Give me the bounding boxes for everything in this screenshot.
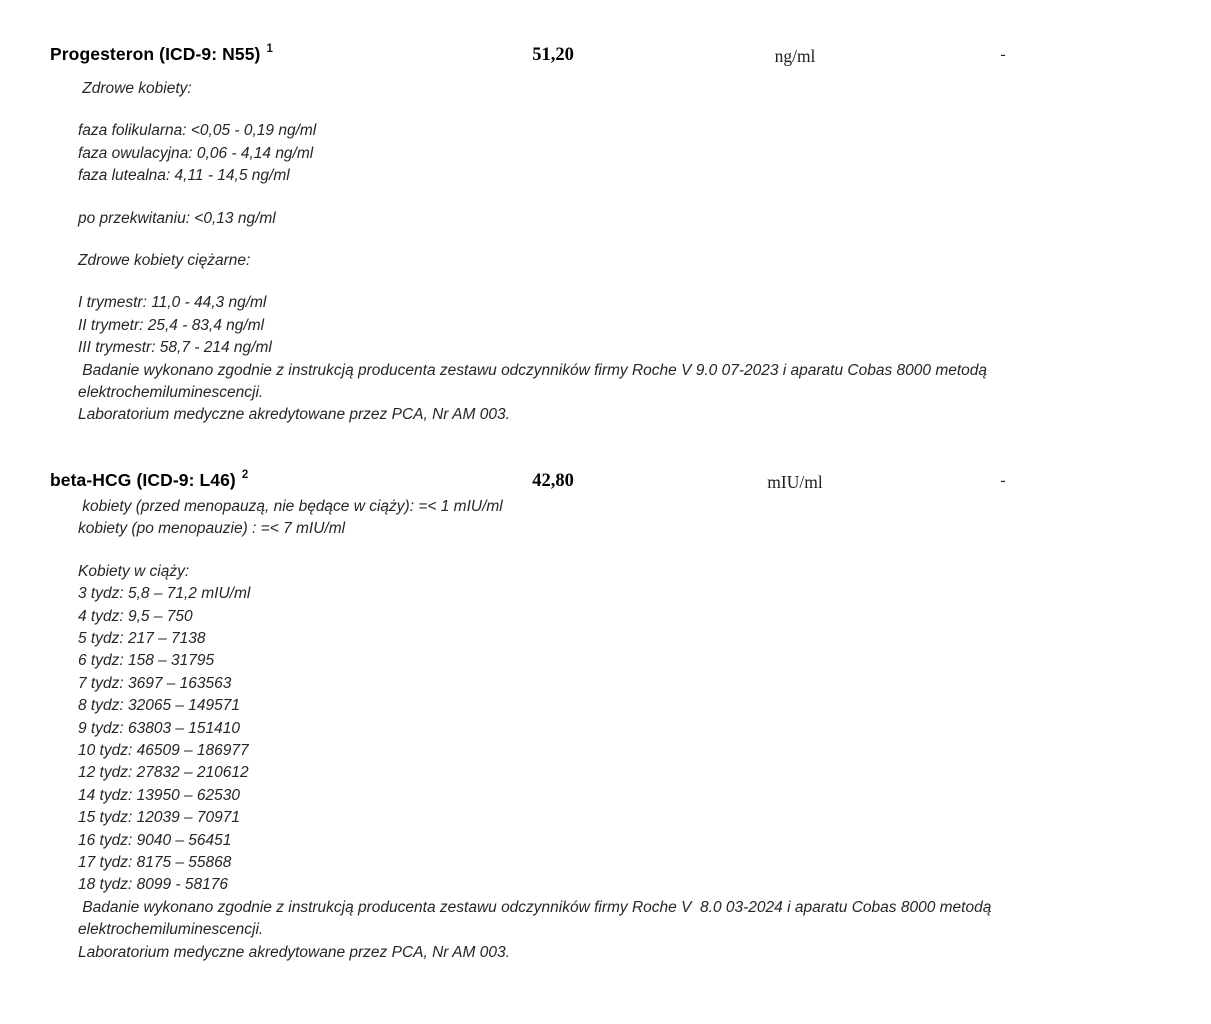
reference-line: 14 tydz: 13950 – 62530 xyxy=(78,786,241,804)
reference-line: 16 tydz: 9040 – 56451 xyxy=(78,831,232,849)
test-name: beta-HCG (ICD-9: L46) xyxy=(50,469,236,490)
reference-line: Zdrowe kobiety ciężarne: xyxy=(78,252,251,270)
result-value: 51,20 xyxy=(532,45,574,65)
result-unit: ng/ml xyxy=(774,46,816,66)
reference-line: II trymetr: 25,4 - 83,4 ng/ml xyxy=(78,316,265,334)
reference-line: I trymestr: 11,0 - 44,3 ng/ml xyxy=(78,294,267,312)
reference-line: Zdrowe kobiety: xyxy=(78,80,192,97)
reference-line: faza owulacyjna: 0,06 - 4,14 ng/ml xyxy=(78,144,314,162)
test-section xyxy=(50,44,1181,427)
reference-line: 8 tydz: 32065 – 149571 xyxy=(78,697,241,715)
test-name: Progesteron (ICD-9: N55) xyxy=(50,44,261,64)
reference-line: 15 tydz: 12039 – 70971 xyxy=(78,809,241,827)
footnote-ref: 1 xyxy=(266,43,273,55)
method-note-line: Badanie wykonano zgodnie z instrukcją producenta zestawu odczynników firmy Roche V 8.0 03-2024 i aparatu Cobas 8000 metodą xyxy=(78,898,992,916)
reference-line: 18 tydz: 8099 - 58176 xyxy=(78,876,228,894)
reference-line xyxy=(78,188,1181,208)
reference-line: 9 tydz: 63803 – 151410 xyxy=(78,719,241,737)
reference-line xyxy=(78,541,1181,561)
reference-line: 10 tydz: 46509 – 186977 xyxy=(78,741,249,759)
test-result-row xyxy=(50,470,1181,496)
footnote-ref: 2 xyxy=(241,468,249,481)
method-note-line: Laboratorium medyczne akredytowane przez PCA, Nr AM 003. xyxy=(78,943,510,961)
result-value: 42,80 xyxy=(532,470,574,491)
reference-line: 17 tydz: 8175 – 55868 xyxy=(78,853,232,871)
reference-line: kobiety (przed menopauzą, nie będące w ciąży): =< 1 mIU/ml xyxy=(78,497,503,515)
reference-line: 3 tydz: 5,8 – 71,2 mIU/ml xyxy=(78,585,251,603)
reference-line: 5 tydz: 217 – 7138 xyxy=(78,629,206,647)
test-result-row xyxy=(50,44,1181,70)
method-note-line: elektrochemiluminescencji. xyxy=(78,921,264,939)
reference-line: 6 tydz: 158 – 31795 xyxy=(78,652,215,670)
reference-line xyxy=(78,230,1181,250)
result-unit: mIU/ml xyxy=(767,471,823,492)
reference-line: 7 tydz: 3697 – 163563 xyxy=(78,674,232,692)
reference-line xyxy=(78,100,1181,120)
method-note-line: Laboratorium medyczne akredytowane przez PCA, Nr AM 003. xyxy=(78,406,510,424)
reference-line: po przekwitaniu: <0,13 ng/ml xyxy=(78,209,276,227)
reference-line: faza lutealna: 4,11 - 14,5 ng/ml xyxy=(78,167,290,185)
reference-lines xyxy=(50,78,1181,427)
reference-line: Kobiety w ciąży: xyxy=(78,562,190,580)
reference-line: III trymestr: 58,7 - 214 ng/ml xyxy=(78,339,272,357)
reference-lines xyxy=(50,496,1181,964)
result-flag: - xyxy=(1000,471,1006,489)
reference-line: faza folikularna: <0,05 - 0,19 ng/ml xyxy=(78,122,317,140)
method-note-line: Badanie wykonano zgodnie z instrukcją producenta zestawu odczynników firmy Roche V 9.0 07-2023 i aparatu Cobas 8000 metodą xyxy=(78,361,988,379)
test-section xyxy=(50,470,1181,964)
reference-line xyxy=(78,272,1181,292)
result-flag: - xyxy=(1000,46,1006,63)
method-note-line: elektrochemiluminescencji. xyxy=(78,384,264,402)
reference-line: 4 tydz: 9,5 – 750 xyxy=(78,607,193,625)
reference-line: kobiety (po menopauzie) : =< 7 mIU/ml xyxy=(78,520,346,538)
reference-line: 12 tydz: 27832 – 210612 xyxy=(78,764,249,782)
